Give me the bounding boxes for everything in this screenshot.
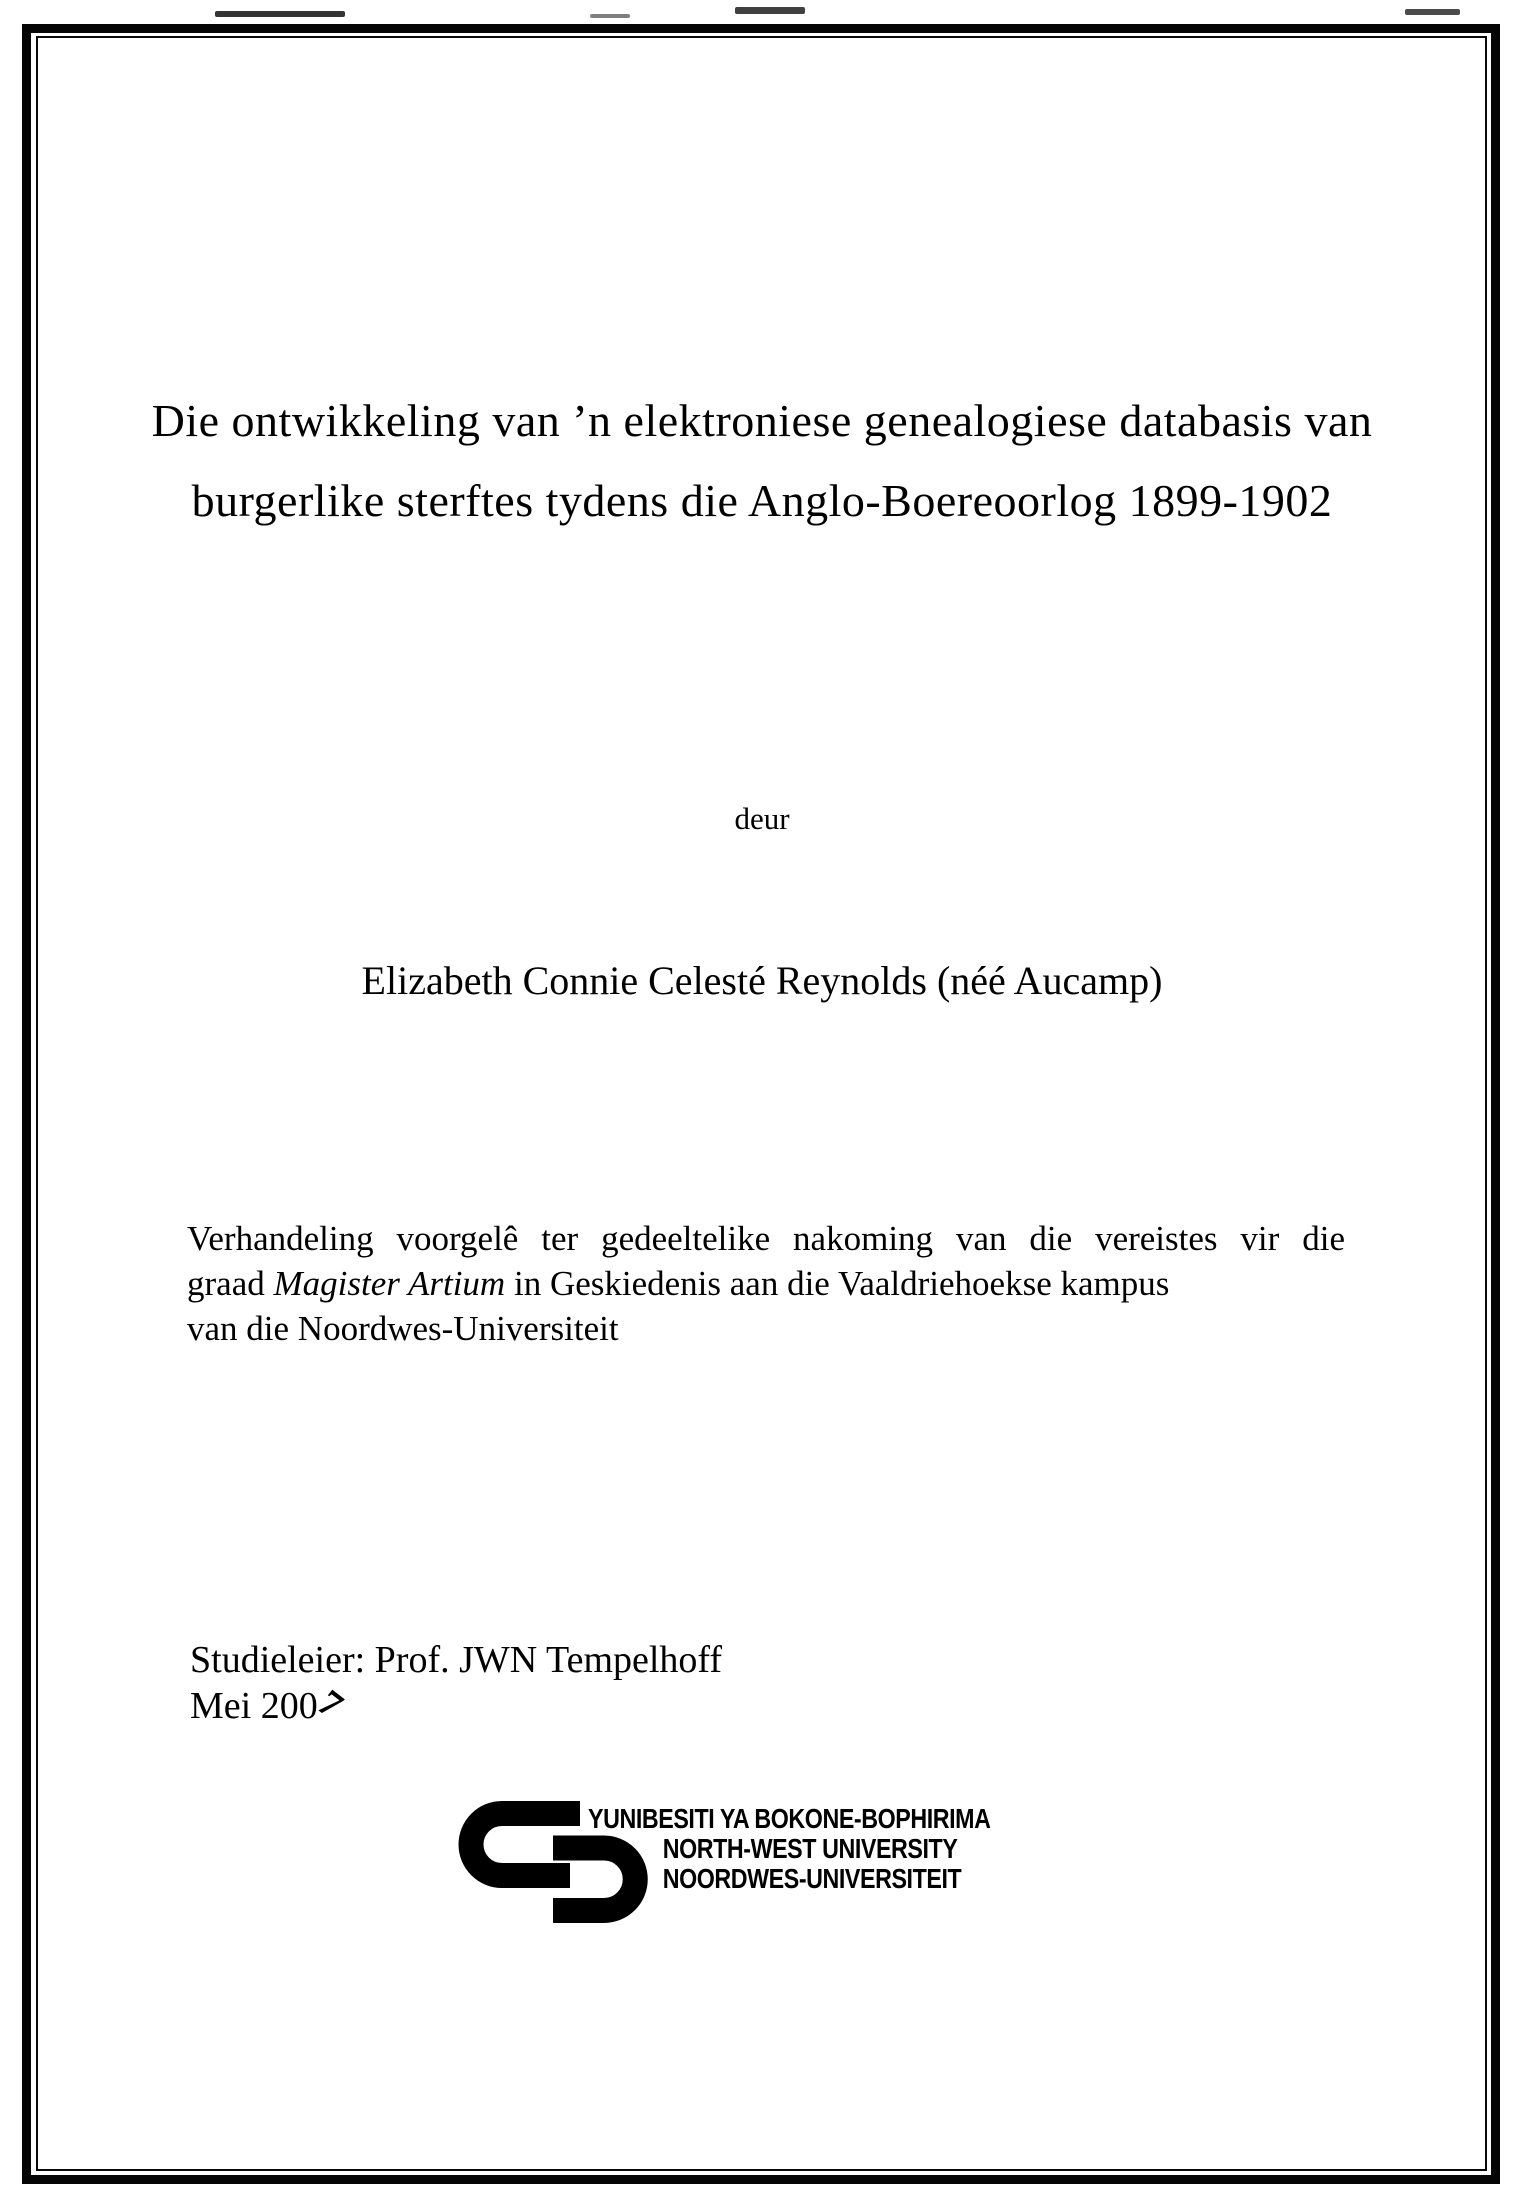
logo-line-english: NORTH-WEST UNIVERSITY bbox=[662, 1833, 958, 1864]
declaration-line-2-end: in Geskiedenis aan die Vaaldriehoekse kampus bbox=[505, 1264, 1170, 1303]
date-line bbox=[190, 1683, 722, 1729]
university-logo-text bbox=[588, 1804, 990, 1894]
declaration-line-2-start: graad bbox=[187, 1264, 274, 1303]
logo-line-setswana: YUNIBESITI YA BOKONE-BOPHIRIMA bbox=[588, 1803, 991, 1834]
supervisor-block bbox=[190, 1637, 722, 1729]
scan-artifact bbox=[215, 11, 345, 17]
declaration-line-2 bbox=[187, 1261, 1345, 1306]
declaration-line-3: van die Noordwes-Universiteit bbox=[187, 1309, 619, 1348]
scan-artifact bbox=[1405, 9, 1460, 15]
author-name: Elizabeth Connie Celesté Reynolds (néé Aucamp) bbox=[361, 958, 1163, 1003]
declaration-paragraph bbox=[187, 1216, 1345, 1351]
byline-deur: deur bbox=[734, 801, 790, 836]
logo-line-afrikaans: NOORDWES-UNIVERSITEIT bbox=[662, 1863, 962, 1894]
scan-artifact bbox=[735, 7, 805, 14]
scan-artifact bbox=[590, 14, 630, 18]
date-prefix: Mei 200 bbox=[190, 1685, 318, 1727]
declaration-line-1: Verhandeling voorgelê ter gedeeltelike nakoming van die vereistes vir die bbox=[187, 1219, 1345, 1258]
supervisor-line: Studieleier: Prof. JWN Tempelhoff bbox=[190, 1639, 723, 1681]
date-last-digit: 7 bbox=[309, 1681, 351, 1727]
degree-name-italic: Magister Artium bbox=[273, 1264, 506, 1303]
thesis-title-line-2: burgerlike sterftes tydens die Anglo-Boereoorlog 1899-1902 bbox=[191, 475, 1333, 526]
thesis-title-line-1: Die ontwikkeling van ’n elektroniese genealogiese databasis van bbox=[151, 395, 1373, 446]
